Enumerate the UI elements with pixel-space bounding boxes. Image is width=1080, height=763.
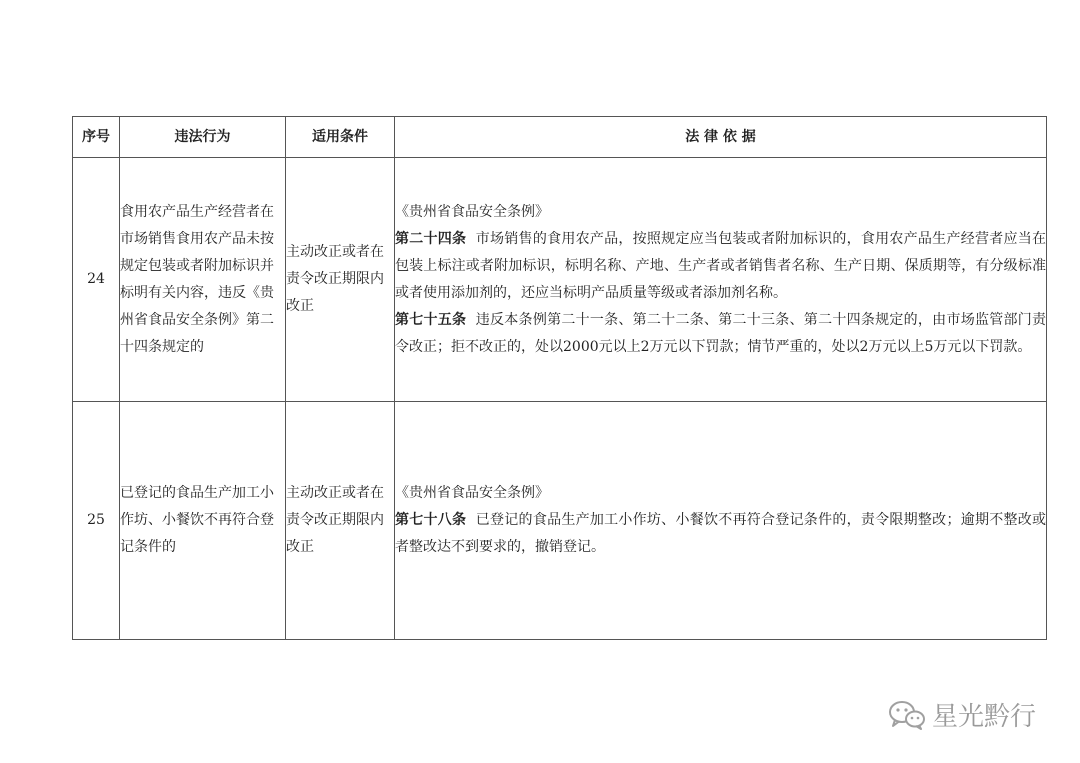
article-paragraph xyxy=(395,307,1046,361)
watermark-text: 星光黔行 xyxy=(932,702,1037,732)
condition-cell: 主动改正或者在责令改正期限内改正 xyxy=(286,158,395,402)
law-name: 《贵州省食品安全条例》 xyxy=(395,203,549,220)
condition-cell: 主动改正或者在责令改正期限内改正 xyxy=(286,402,395,640)
header-violation: 违法行为 xyxy=(120,117,286,158)
article-title: 第二十四条 xyxy=(395,230,467,247)
header-legal-basis: 法 律 依 据 xyxy=(395,117,1047,158)
row-number: 24 xyxy=(73,158,120,402)
article-text: 市场销售的食用农产品，按照规定应当包装或者附加标识的，食用农产品生产经营者应当在包装上标注或者附加标识，标明名称、产地、生产者或者销售者名称、生产日期、保质期等，有分级标准或者使用添加剂的，还应当标明产品质量等级或者添加剂名称。 xyxy=(395,230,1047,301)
article-text: 违反本条例第二十一条、第二十二条、第二十三条、第二十四条规定的，由市场监管部门责令改正；拒不改正的，处以2000元以上2万元以下罚款；情节严重的，处以2万元以上5万元以下罚款。 xyxy=(395,311,1047,355)
header-number: 序号 xyxy=(73,117,120,158)
violation-cell: 已登记的食品生产加工小作坊、小餐饮不再符合登记条件的 xyxy=(120,402,286,640)
wechat-icon xyxy=(888,700,926,730)
law-table xyxy=(72,116,1047,640)
table-row xyxy=(73,402,1047,640)
header-condition: 适用条件 xyxy=(286,117,395,158)
article-paragraph xyxy=(395,507,1046,561)
legal-basis-cell xyxy=(395,158,1047,402)
watermark xyxy=(888,696,1036,733)
article-title: 第七十八条 xyxy=(395,512,467,528)
violation-cell: 食用农产品生产经营者在市场销售食用农产品未按规定包装或者附加标识并标明有关内容，违反《贵州省食品安全条例》第二十四条规定的 xyxy=(120,158,286,402)
row-number: 25 xyxy=(73,402,120,640)
article-title: 第七十五条 xyxy=(395,311,467,328)
legal-basis-cell xyxy=(395,402,1047,640)
article-paragraph xyxy=(395,226,1046,307)
table-row xyxy=(73,158,1047,402)
table-header-row xyxy=(73,117,1047,158)
law-name: 《贵州省食品安全条例》 xyxy=(395,485,549,501)
article-text: 已登记的食品生产加工小作坊、小餐饮不再符合登记条件的，责令限期整改；逾期不整改或者整改达不到要求的，撤销登记。 xyxy=(395,512,1047,555)
